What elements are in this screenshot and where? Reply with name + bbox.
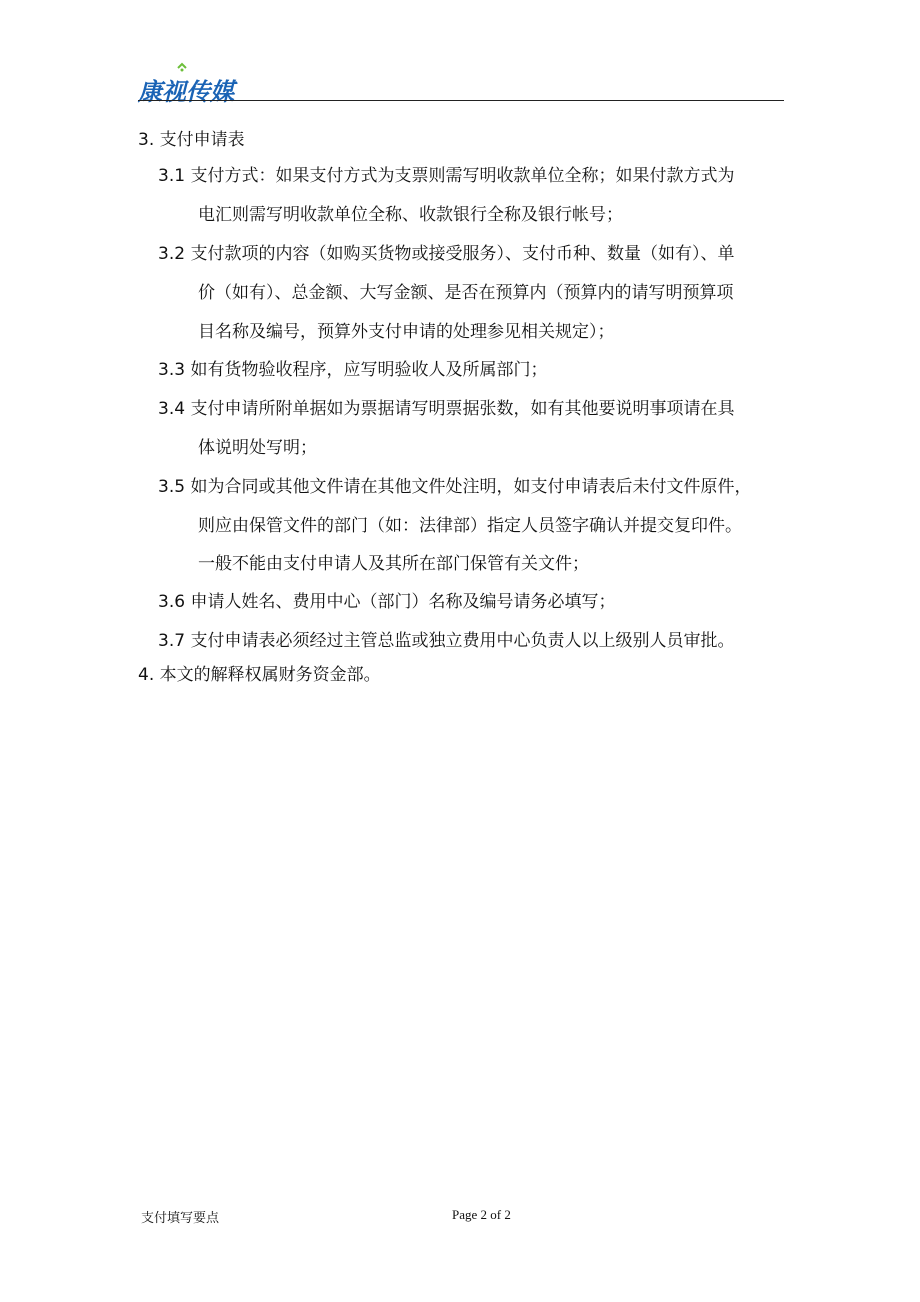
item-3-5-line-3: 一般不能由支付申请人及其所在部门保管有关文件； <box>198 554 589 574</box>
item-3-2-line-3: 目名称及编号，预算外支付申请的处理参见相关规定）； <box>198 322 615 342</box>
item-3-5-line-1: 3.5 如为合同或其他文件请在其他文件处注明，如支付申请表后未付文件原件， <box>158 477 752 497</box>
company-logo: 康视传媒 <box>138 78 234 106</box>
footer-document-title: 支付填写要点 <box>141 1211 220 1226</box>
item-3-5-line-2: 则应由保管文件的部门（如：法律部）指定人员签字确认并提交复印件。 <box>198 516 742 536</box>
item-3-1-line-2: 电汇则需写明收款单位全称、收款银行全称及银行帐号； <box>198 205 623 225</box>
section-heading-3: 3. 支付申请表 <box>138 130 245 150</box>
section-heading-4: 4. 本文的解释权属财务资金部。 <box>138 665 381 685</box>
item-3-6: 3.6 申请人姓名、费用中心（部门）名称及编号请务必填写； <box>158 592 616 612</box>
item-3-1-line-1: 3.1 支付方式：如果支付方式为支票则需写明收款单位全称；如果付款方式为 <box>158 166 735 186</box>
item-3-3: 3.3 如有货物验收程序，应写明验收人及所属部门； <box>158 360 548 380</box>
footer-page-number: Page 2 of 2 <box>452 1207 511 1222</box>
item-3-2-line-1: 3.2 支付款项的内容（如购买货物或接受服务）、支付币种、数量（如有）、单 <box>158 244 735 264</box>
header-rule <box>138 100 784 101</box>
logo-mark-icon <box>176 62 188 74</box>
item-3-4-line-1: 3.4 支付申请所附单据如为票据请写明票据张数，如有其他要说明事项请在具 <box>158 399 735 419</box>
item-3-2-line-2: 价（如有）、总金额、大写金额、是否在预算内（预算内的请写明预算项 <box>198 283 734 303</box>
item-3-4-line-2: 体说明处写明； <box>198 438 317 458</box>
item-3-7: 3.7 支付申请表必须经过主管总监或独立费用中心负责人以上级别人员审批。 <box>158 631 735 651</box>
